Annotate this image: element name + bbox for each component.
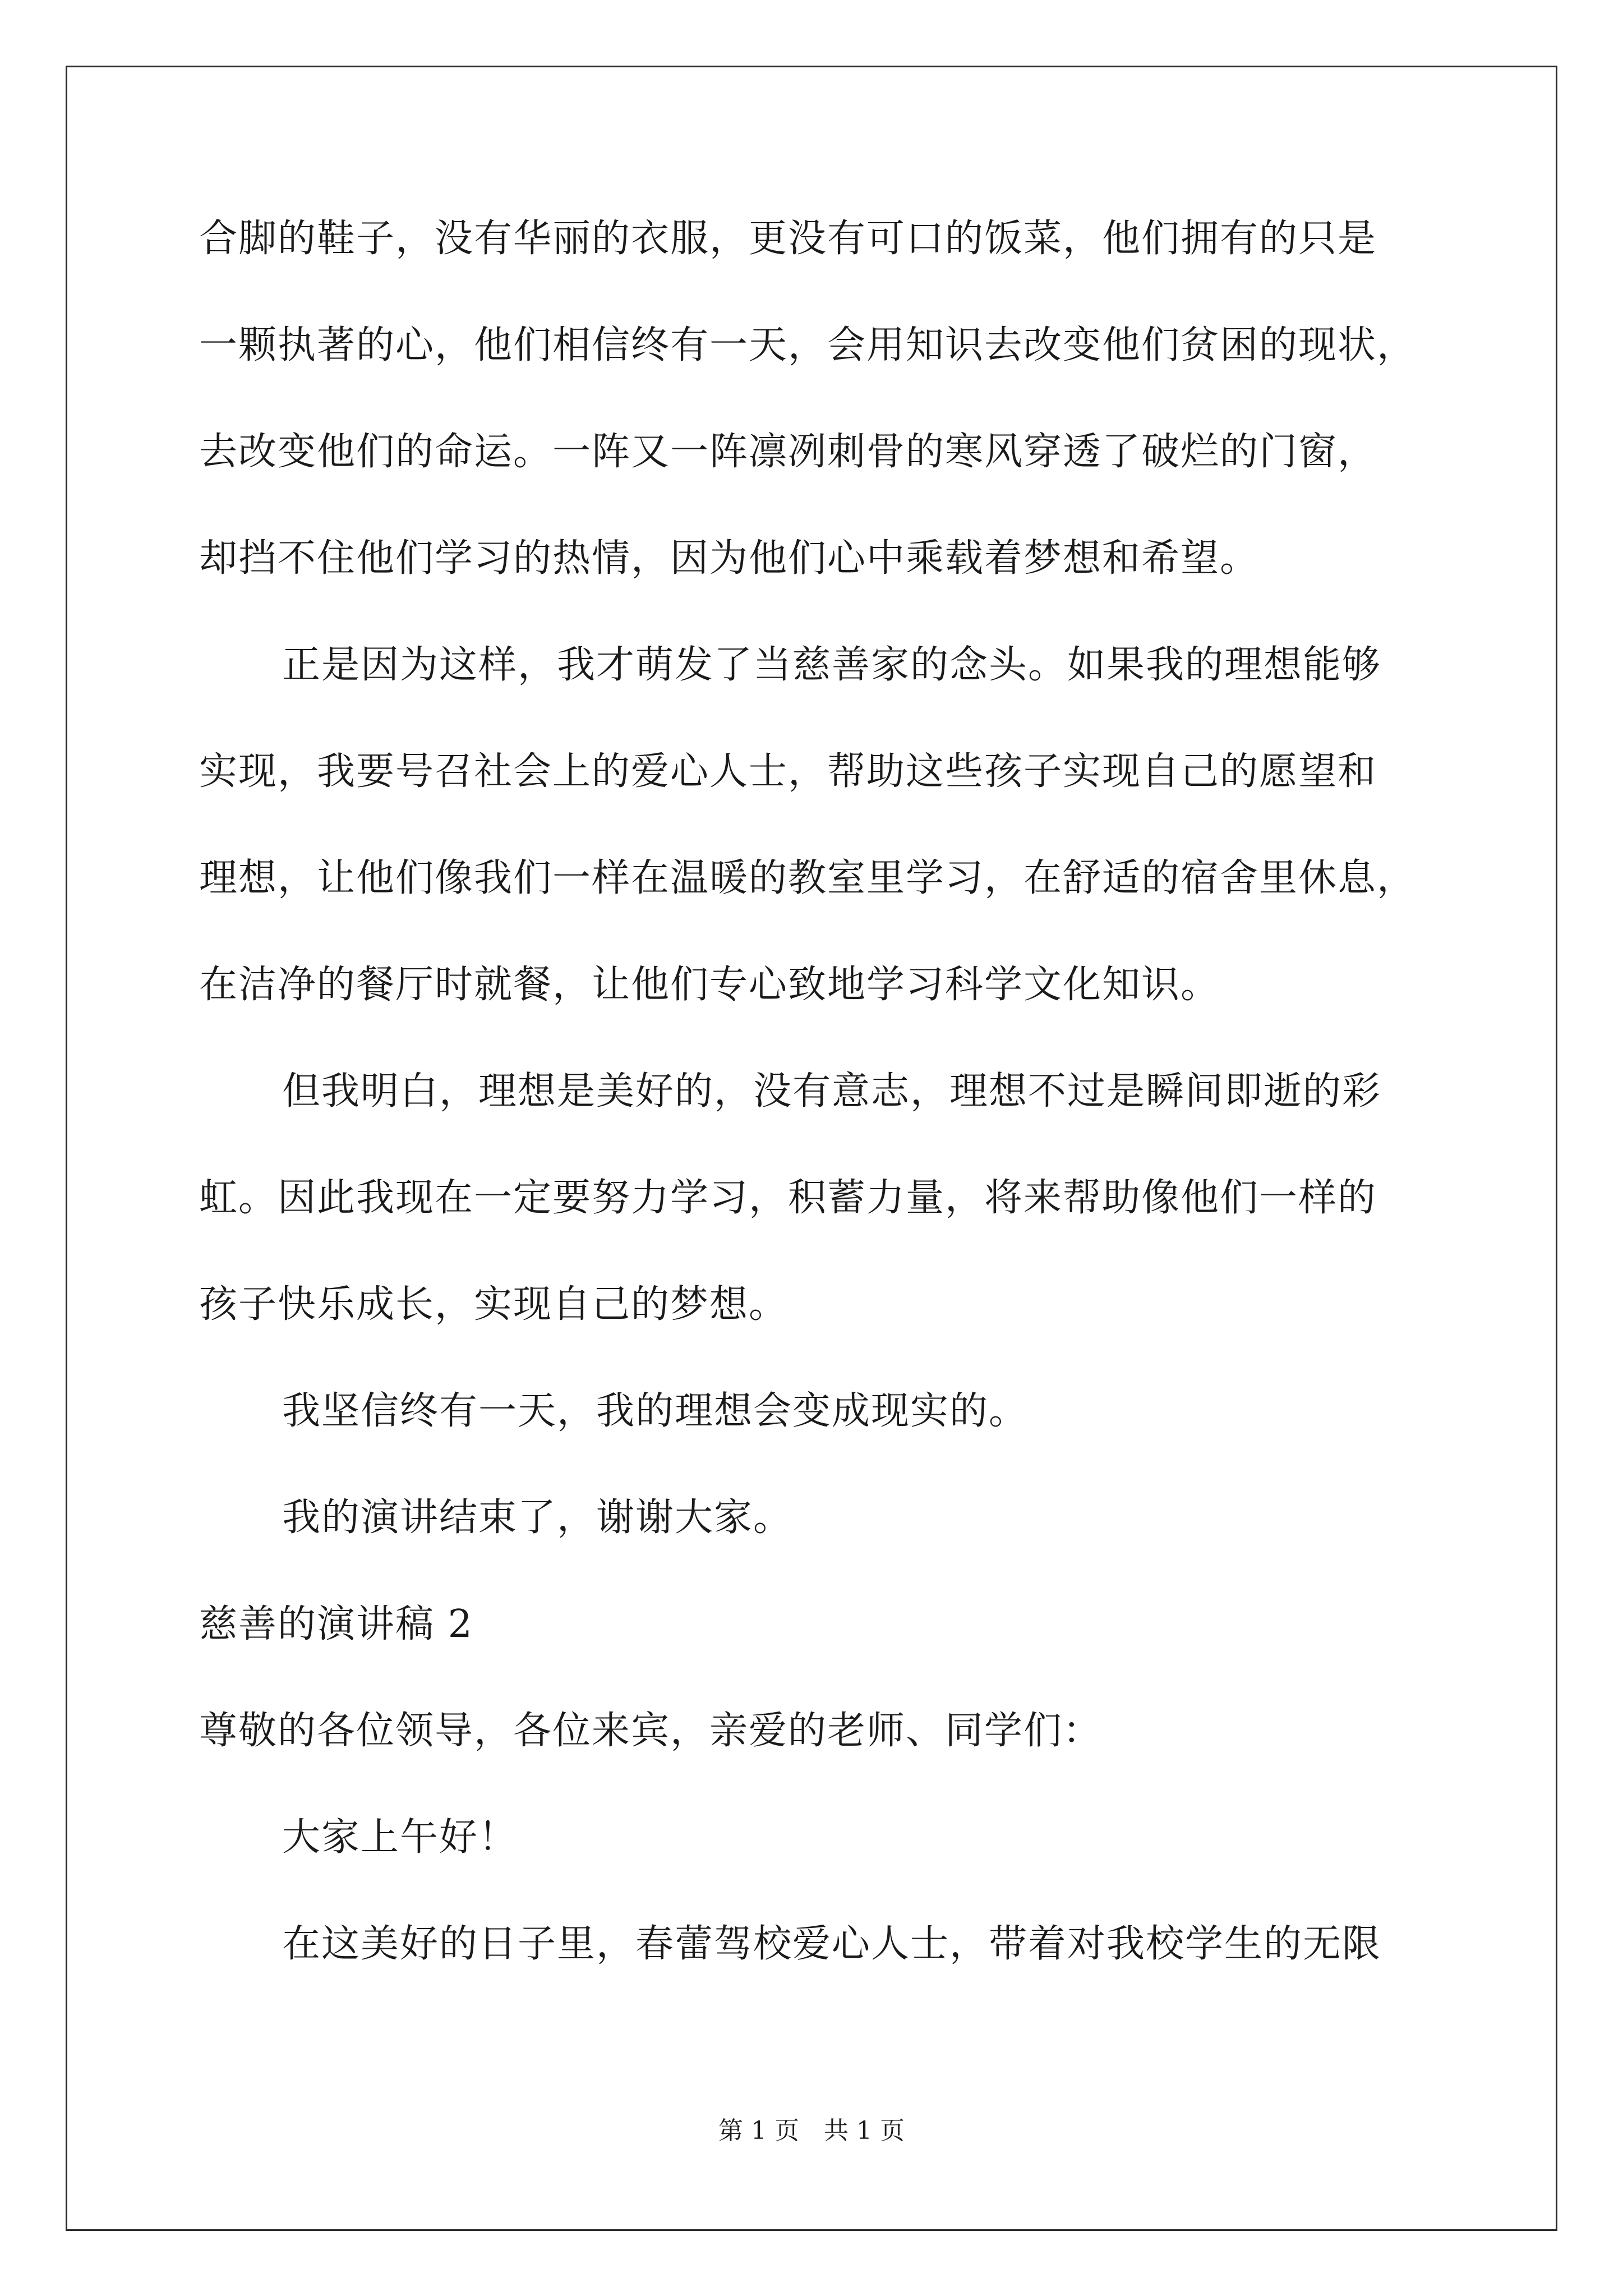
- greeting-line: 大家上午好！: [282, 1815, 518, 1860]
- section-title: 慈善的演讲稿 2: [199, 1602, 473, 1646]
- paragraph-start-line: 但我明白，理想是美好的，没有意志，理想不过是瞬间即逝的彩: [282, 1069, 1382, 1114]
- paragraph-start-line: 我坚信终有一天，我的理想会变成现实的。: [282, 1389, 1029, 1433]
- text-line: 实现，我要号召社会上的爱心人士，帮助这些孩子实现自己的愿望和: [199, 749, 1377, 794]
- salutation-line: 尊敬的各位领导，各位来宾，亲爱的老师、同学们：: [199, 1709, 1103, 1753]
- text-line: 合脚的鞋子，没有华丽的衣服，更没有可口的饭菜，他们拥有的只是: [199, 217, 1377, 261]
- text-line: 在洁净的餐厅时就餐，让他们专心致地学习科学文化知识。: [199, 963, 1220, 1007]
- text-line: 一颗执著的心，他们相信终有一天，会用知识去改变他们贫困的现状，: [199, 323, 1417, 367]
- text-line: 理想，让他们像我们一样在温暖的教室里学习，在舒适的宿舍里休息，: [199, 856, 1417, 900]
- text-line: 虹。因此我现在一定要努力学习，积蓄力量，将来帮助像他们一样的: [199, 1176, 1377, 1220]
- paragraph-start-line: 在这美好的日子里，春蕾驾校爱心人士，带着对我校学生的无限: [282, 1922, 1382, 1966]
- text-line: 却挡不住他们学习的热情，因为他们心中乘载着梦想和希望。: [199, 536, 1260, 581]
- text-line: 孩子快乐成长，实现自己的梦想。: [199, 1282, 789, 1327]
- paragraph-start-line: 正是因为这样，我才萌发了当慈善家的念头。如果我的理想能够: [282, 643, 1382, 687]
- document-body: [199, 219, 1438, 2031]
- page-number-footer: 第 1 页 共 1 页: [718, 2116, 905, 2145]
- paragraph-start-line: 我的演讲结束了，谢谢大家。: [282, 1496, 793, 1540]
- text-line: 去改变他们的命运。一阵又一阵凛冽刺骨的寒风穿透了破烂的门窗，: [199, 430, 1377, 474]
